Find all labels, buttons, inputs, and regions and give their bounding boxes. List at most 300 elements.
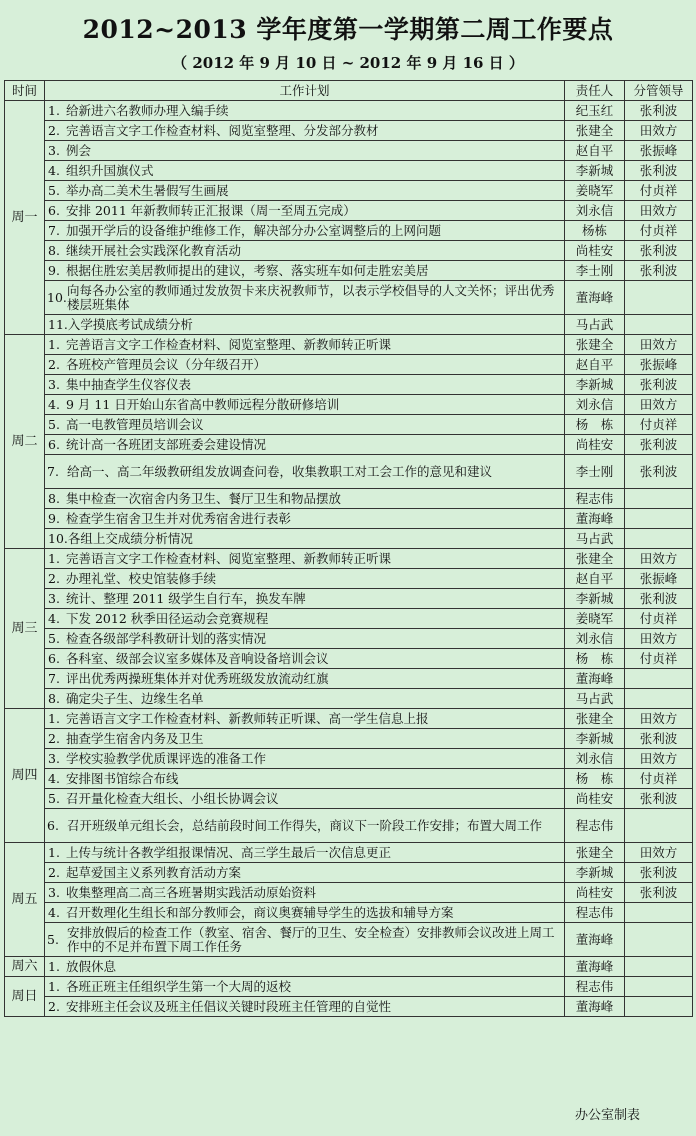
task-text: 召开数理化生组长和部分教师会，商议奥赛辅导学生的选拔和辅导方案 <box>66 904 454 920</box>
task-number: 5. <box>48 630 60 646</box>
owner-cell: 刘永信 <box>565 201 625 221</box>
task-number: 5. <box>47 931 59 947</box>
task-content <box>48 906 561 920</box>
task-cell <box>45 957 565 977</box>
task-number: 1. <box>48 336 60 352</box>
owner-cell: 张建全 <box>565 335 625 355</box>
table-row <box>5 903 693 923</box>
table-row <box>5 201 693 221</box>
task-number: 1. <box>48 958 60 974</box>
day-cell: 周一 <box>5 101 45 335</box>
task-cell <box>45 549 565 569</box>
table-row <box>5 221 693 241</box>
owner-cell: 李士刚 <box>565 261 625 281</box>
task-text: 各班正班主任组织学生第一个大周的返校 <box>66 978 292 994</box>
task-number: 4. <box>48 770 60 786</box>
task-text: 9 月 11 日开始山东省高中教师远程分散研修培训 <box>66 396 340 412</box>
task-number: 1. <box>48 102 60 118</box>
task-cell <box>45 141 565 161</box>
leader-cell: 付贞祥 <box>625 769 693 789</box>
task-cell <box>45 649 565 669</box>
task-text: 集中检查一次宿舍内务卫生、餐厅卫生和物品摆放 <box>66 490 342 506</box>
table-row <box>5 883 693 903</box>
owner-cell: 赵自平 <box>565 355 625 375</box>
leader-cell: 张利波 <box>625 261 693 281</box>
owner-cell: 董海峰 <box>565 923 625 957</box>
task-content <box>48 104 561 118</box>
day-cell: 周四 <box>5 709 45 843</box>
day-cell: 周二 <box>5 335 45 549</box>
task-number: 3. <box>48 376 60 392</box>
leader-cell: 付贞祥 <box>625 181 693 201</box>
leader-cell: 张利波 <box>625 729 693 749</box>
table-row <box>5 629 693 649</box>
task-text: 完善语言文字工作检查材料、阅览室整理、新教师转正听课 <box>66 336 392 352</box>
task-number: 3. <box>48 750 60 766</box>
leader-cell: 张利波 <box>625 863 693 883</box>
table-row <box>5 101 693 121</box>
task-number: 4. <box>48 162 60 178</box>
task-number: 8. <box>48 690 60 706</box>
task-cell <box>45 261 565 281</box>
task-text: 抽查学生宿舍内务及卫生 <box>66 730 204 746</box>
task-cell <box>45 375 565 395</box>
leader-cell: 田效方 <box>625 629 693 649</box>
table-row <box>5 589 693 609</box>
leader-cell <box>625 689 693 709</box>
task-text: 统计、整理 2011 级学生自行车，换发车牌 <box>66 590 306 606</box>
day-cell: 周五 <box>5 843 45 957</box>
task-number: 4. <box>48 904 60 920</box>
leader-cell <box>625 809 693 843</box>
owner-cell: 李新城 <box>565 589 625 609</box>
task-text: 安排放假后的检查工作（教室、宿舍、餐厅的卫生、安全检查）安排教师会议改进上周工作中的不足并布置下周工作任务 <box>67 924 555 954</box>
task-cell <box>45 669 565 689</box>
owner-cell: 纪玉红 <box>565 101 625 121</box>
task-cell <box>45 789 565 809</box>
task-number: 3. <box>48 142 60 158</box>
table-row <box>5 335 693 355</box>
task-number: 3. <box>48 590 60 606</box>
task-cell <box>45 903 565 923</box>
task-text: 完善语言文字工作检查材料、新教师转正听课、高一学生信息上报 <box>66 710 429 726</box>
task-text: 举办高二美术生暑假写生画展 <box>66 182 229 198</box>
leader-cell: 张利波 <box>625 435 693 455</box>
leader-cell: 田效方 <box>625 335 693 355</box>
task-number: 1. <box>48 710 60 726</box>
task-text: 安排班主任会议及班主任倡议关键时段班主任管理的自觉性 <box>66 998 392 1014</box>
owner-cell: 赵自平 <box>565 141 625 161</box>
table-row <box>5 141 693 161</box>
leader-cell: 付贞祥 <box>625 609 693 629</box>
task-cell <box>45 709 565 729</box>
task-content <box>48 264 561 278</box>
owner-cell: 程志伟 <box>565 977 625 997</box>
task-cell <box>45 629 565 649</box>
task-content <box>48 184 561 198</box>
task-content <box>48 712 561 726</box>
owner-cell: 张建全 <box>565 843 625 863</box>
task-number: 7. <box>47 463 59 479</box>
task-content <box>48 532 561 546</box>
day-cell: 周六 <box>5 957 45 977</box>
leader-cell: 张利波 <box>625 241 693 261</box>
task-content <box>48 144 561 158</box>
owner-cell: 李新城 <box>565 863 625 883</box>
task-content <box>48 318 561 332</box>
task-number: 2. <box>48 356 60 372</box>
owner-cell: 张建全 <box>565 121 625 141</box>
task-content <box>48 960 561 974</box>
task-number: 1. <box>48 550 60 566</box>
task-cell <box>45 201 565 221</box>
table-row <box>5 977 693 997</box>
task-content <box>48 752 561 766</box>
task-content <box>48 398 561 412</box>
owner-cell: 张建全 <box>565 709 625 729</box>
table-row <box>5 315 693 335</box>
header-time: 时间 <box>5 81 45 101</box>
task-cell <box>45 335 565 355</box>
task-number: 11. <box>48 316 68 332</box>
table-row <box>5 181 693 201</box>
task-text: 给新进六名教师办理入编手续 <box>66 102 229 118</box>
task-content <box>47 819 561 833</box>
task-number: 6. <box>48 202 60 218</box>
leader-cell: 田效方 <box>625 395 693 415</box>
owner-cell: 姜晓军 <box>565 609 625 629</box>
task-text: 安排图书馆综合布线 <box>66 770 179 786</box>
leader-cell: 付贞祥 <box>625 415 693 435</box>
leader-cell: 张利波 <box>625 589 693 609</box>
task-text: 根据住胜宏美居教师提出的建议，考察、落实班车如何走胜宏美居 <box>66 262 429 278</box>
owner-cell: 董海峰 <box>565 281 625 315</box>
task-content <box>48 980 561 994</box>
owner-cell: 马占武 <box>565 529 625 549</box>
task-content <box>47 284 561 312</box>
task-text: 安排 2011 年新教师转正汇报课（周一至周五完成） <box>66 202 356 218</box>
task-text: 完善语言文字工作检查材料、阅览室整理、新教师转正听课 <box>66 550 392 566</box>
leader-cell: 田效方 <box>625 709 693 729</box>
task-number: 9. <box>48 262 60 278</box>
leader-cell: 张振峰 <box>625 141 693 161</box>
owner-cell: 李新城 <box>565 161 625 181</box>
task-text: 高一电教管理员培训会议 <box>66 416 204 432</box>
task-number: 6. <box>47 817 59 833</box>
task-number: 2. <box>48 864 60 880</box>
task-text: 继续开展社会实践深化教育活动 <box>66 242 242 258</box>
table-row <box>5 649 693 669</box>
table-row <box>5 689 693 709</box>
leader-cell <box>625 529 693 549</box>
leader-cell <box>625 281 693 315</box>
task-content <box>48 164 561 178</box>
table-row <box>5 415 693 435</box>
task-text: 召开班级单元组长会，总结前段时间工作得失，商议下一阶段工作安排；布置大周工作 <box>67 817 543 833</box>
task-cell <box>45 883 565 903</box>
task-content <box>48 886 561 900</box>
owner-cell: 刘永信 <box>565 395 625 415</box>
task-number: 5. <box>48 790 60 806</box>
owner-cell: 杨 栋 <box>565 649 625 669</box>
task-cell <box>45 181 565 201</box>
task-content <box>48 592 561 606</box>
owner-cell: 张建全 <box>565 549 625 569</box>
leader-cell: 张利波 <box>625 161 693 181</box>
task-number: 4. <box>48 396 60 412</box>
task-number: 6. <box>48 436 60 452</box>
owner-cell: 董海峰 <box>565 957 625 977</box>
table-row <box>5 509 693 529</box>
task-content <box>48 418 561 432</box>
task-text: 给高一、高二年级教研组发放调查问卷，收集教职工对工会工作的意见和建议 <box>67 463 493 479</box>
task-text: 确定尖子生、边缘生名单 <box>66 690 204 706</box>
table-row <box>5 749 693 769</box>
task-cell <box>45 101 565 121</box>
task-number: 2. <box>48 122 60 138</box>
leader-cell: 张利波 <box>625 375 693 395</box>
task-content <box>48 792 561 806</box>
task-number: 5. <box>48 416 60 432</box>
table-row <box>5 489 693 509</box>
leader-cell: 付贞祥 <box>625 221 693 241</box>
task-number: 1. <box>48 978 60 994</box>
task-content <box>48 552 561 566</box>
table-row <box>5 609 693 629</box>
owner-cell: 杨 栋 <box>565 415 625 435</box>
header-owner: 责任人 <box>565 81 625 101</box>
task-text: 统计高一各班团支部班委会建设情况 <box>66 436 267 452</box>
task-content <box>48 732 561 746</box>
task-number: 6. <box>48 650 60 666</box>
task-number: 2. <box>48 570 60 586</box>
day-cell: 周三 <box>5 549 45 709</box>
task-cell <box>45 749 565 769</box>
task-number: 4. <box>48 610 60 626</box>
task-number: 2. <box>48 730 60 746</box>
task-content <box>47 465 561 479</box>
task-cell <box>45 923 565 957</box>
task-number: 9. <box>48 510 60 526</box>
task-number: 7. <box>48 222 60 238</box>
owner-cell: 董海峰 <box>565 509 625 529</box>
table-row <box>5 997 693 1017</box>
task-text: 检查学生宿舍卫生并对优秀宿舍进行表彰 <box>66 510 292 526</box>
owner-cell: 程志伟 <box>565 809 625 843</box>
leader-cell <box>625 669 693 689</box>
task-content <box>48 632 561 646</box>
table-row <box>5 923 693 957</box>
task-number: 2. <box>48 998 60 1014</box>
table-row <box>5 281 693 315</box>
owner-cell: 程志伟 <box>565 489 625 509</box>
leader-cell: 张利波 <box>625 455 693 489</box>
task-text: 各组上交成绩分析情况 <box>67 530 193 546</box>
footer-made-by: 办公室制表 <box>574 1108 640 1123</box>
task-cell <box>45 809 565 843</box>
task-content <box>48 772 561 786</box>
task-text: 组织升国旗仪式 <box>66 162 154 178</box>
owner-cell: 尚桂安 <box>565 883 625 903</box>
leader-cell <box>625 903 693 923</box>
task-text: 完善语言文字工作检查材料、阅览室整理、分发部分教材 <box>66 122 379 138</box>
table-row <box>5 569 693 589</box>
task-text: 集中抽查学生仪容仪表 <box>66 376 192 392</box>
task-cell <box>45 529 565 549</box>
owner-cell: 尚桂安 <box>565 789 625 809</box>
task-content <box>48 438 561 452</box>
owner-cell: 杨 栋 <box>565 769 625 789</box>
leader-cell <box>625 489 693 509</box>
task-content <box>47 926 561 954</box>
owner-cell: 马占武 <box>565 689 625 709</box>
task-content <box>48 672 561 686</box>
task-cell <box>45 569 565 589</box>
task-number: 1. <box>48 844 60 860</box>
task-number: 8. <box>48 490 60 506</box>
task-cell <box>45 589 565 609</box>
date-range-subtitle: （ 2012 年 9 月 10 日 ~ 2012 年 9 月 16 日 ） <box>172 54 524 72</box>
owner-cell: 李新城 <box>565 729 625 749</box>
table-row <box>5 395 693 415</box>
task-cell <box>45 161 565 181</box>
leader-cell <box>625 923 693 957</box>
task-text: 下发 2012 秋季田径运动会竞赛规程 <box>66 610 269 626</box>
task-cell <box>45 395 565 415</box>
task-cell <box>45 609 565 629</box>
table-body <box>5 101 693 1017</box>
owner-cell: 董海峰 <box>565 997 625 1017</box>
table-row <box>5 957 693 977</box>
table-row <box>5 709 693 729</box>
task-content <box>48 612 561 626</box>
leader-cell: 张利波 <box>625 101 693 121</box>
task-content <box>48 866 561 880</box>
task-cell <box>45 455 565 489</box>
task-cell <box>45 281 565 315</box>
owner-cell: 刘永信 <box>565 749 625 769</box>
leader-cell: 田效方 <box>625 121 693 141</box>
task-cell <box>45 241 565 261</box>
table-row <box>5 241 693 261</box>
page-title: 2012~2013 学年度第一学期第二周工作要点 <box>82 15 614 44</box>
table-row <box>5 161 693 181</box>
task-content <box>48 1000 561 1014</box>
task-text: 加强开学后的设备维护维修工作，解决部分办公室调整后的上网问题 <box>66 222 442 238</box>
leader-cell: 张振峰 <box>625 355 693 375</box>
task-cell <box>45 415 565 435</box>
leader-cell <box>625 977 693 997</box>
table-row <box>5 729 693 749</box>
task-content <box>48 378 561 392</box>
owner-cell: 刘永信 <box>565 629 625 649</box>
leader-cell: 田效方 <box>625 843 693 863</box>
owner-cell: 赵自平 <box>565 569 625 589</box>
owner-cell: 杨栋 <box>565 221 625 241</box>
leader-cell: 田效方 <box>625 201 693 221</box>
owner-cell: 马占武 <box>565 315 625 335</box>
task-text: 放假休息 <box>66 958 117 974</box>
task-text: 评出优秀两操班集体并对优秀班级发放流动红旗 <box>66 670 329 686</box>
task-number: 10. <box>47 289 67 305</box>
leader-cell: 田效方 <box>625 749 693 769</box>
task-cell <box>45 689 565 709</box>
table-row <box>5 809 693 843</box>
table-row <box>5 121 693 141</box>
table-row <box>5 261 693 281</box>
task-text: 办理礼堂、校史馆装修手续 <box>66 570 217 586</box>
task-text: 学校实验教学优质课评选的准备工作 <box>66 750 267 766</box>
leader-cell <box>625 315 693 335</box>
leader-cell <box>625 957 693 977</box>
header-plan: 工作计划 <box>45 81 565 101</box>
task-content <box>48 204 561 218</box>
table-row <box>5 355 693 375</box>
task-text: 各班校产管理员会议（分年级召开） <box>66 356 267 372</box>
task-cell <box>45 997 565 1017</box>
task-text: 起草爱国主义系列教育活动方案 <box>66 864 242 880</box>
task-cell <box>45 863 565 883</box>
leader-cell <box>625 997 693 1017</box>
task-text: 检查各级部学科教研计划的落实情况 <box>66 630 267 646</box>
task-text: 入学摸底考试成绩分析 <box>67 316 193 332</box>
task-content <box>48 338 561 352</box>
leader-cell: 张利波 <box>625 789 693 809</box>
task-number: 8. <box>48 242 60 258</box>
task-text: 向每各办公室的教师通过发放贺卡来庆祝教师节，以表示学校倡导的人文关怀；评出优秀楼层班集体 <box>67 282 555 312</box>
owner-cell: 姜晓军 <box>565 181 625 201</box>
table-row <box>5 843 693 863</box>
table-row <box>5 375 693 395</box>
owner-cell: 李新城 <box>565 375 625 395</box>
table-row <box>5 455 693 489</box>
task-number: 3. <box>48 884 60 900</box>
owner-cell: 尚桂安 <box>565 435 625 455</box>
day-cell: 周日 <box>5 977 45 1017</box>
leader-cell: 田效方 <box>625 549 693 569</box>
task-content <box>48 692 561 706</box>
owner-cell: 尚桂安 <box>565 241 625 261</box>
task-content <box>48 124 561 138</box>
task-cell <box>45 977 565 997</box>
leader-cell <box>625 509 693 529</box>
owner-cell: 程志伟 <box>565 903 625 923</box>
table-header-row <box>5 81 693 101</box>
task-content <box>48 846 561 860</box>
leader-cell: 张振峰 <box>625 569 693 589</box>
task-cell <box>45 769 565 789</box>
table-row <box>5 769 693 789</box>
task-number: 10. <box>48 530 68 546</box>
task-text: 上传与统计各教学组报课情况、高三学生最后一次信息更正 <box>66 844 392 860</box>
task-content <box>48 492 561 506</box>
table-row <box>5 669 693 689</box>
task-content <box>48 572 561 586</box>
task-content <box>48 244 561 258</box>
task-content <box>48 224 561 238</box>
task-content <box>48 512 561 526</box>
owner-cell: 李士刚 <box>565 455 625 489</box>
task-cell <box>45 315 565 335</box>
table-row <box>5 435 693 455</box>
task-cell <box>45 221 565 241</box>
task-number: 5. <box>48 182 60 198</box>
task-cell <box>45 435 565 455</box>
task-cell <box>45 489 565 509</box>
task-number: 7. <box>48 670 60 686</box>
task-cell <box>45 121 565 141</box>
task-cell <box>45 843 565 863</box>
